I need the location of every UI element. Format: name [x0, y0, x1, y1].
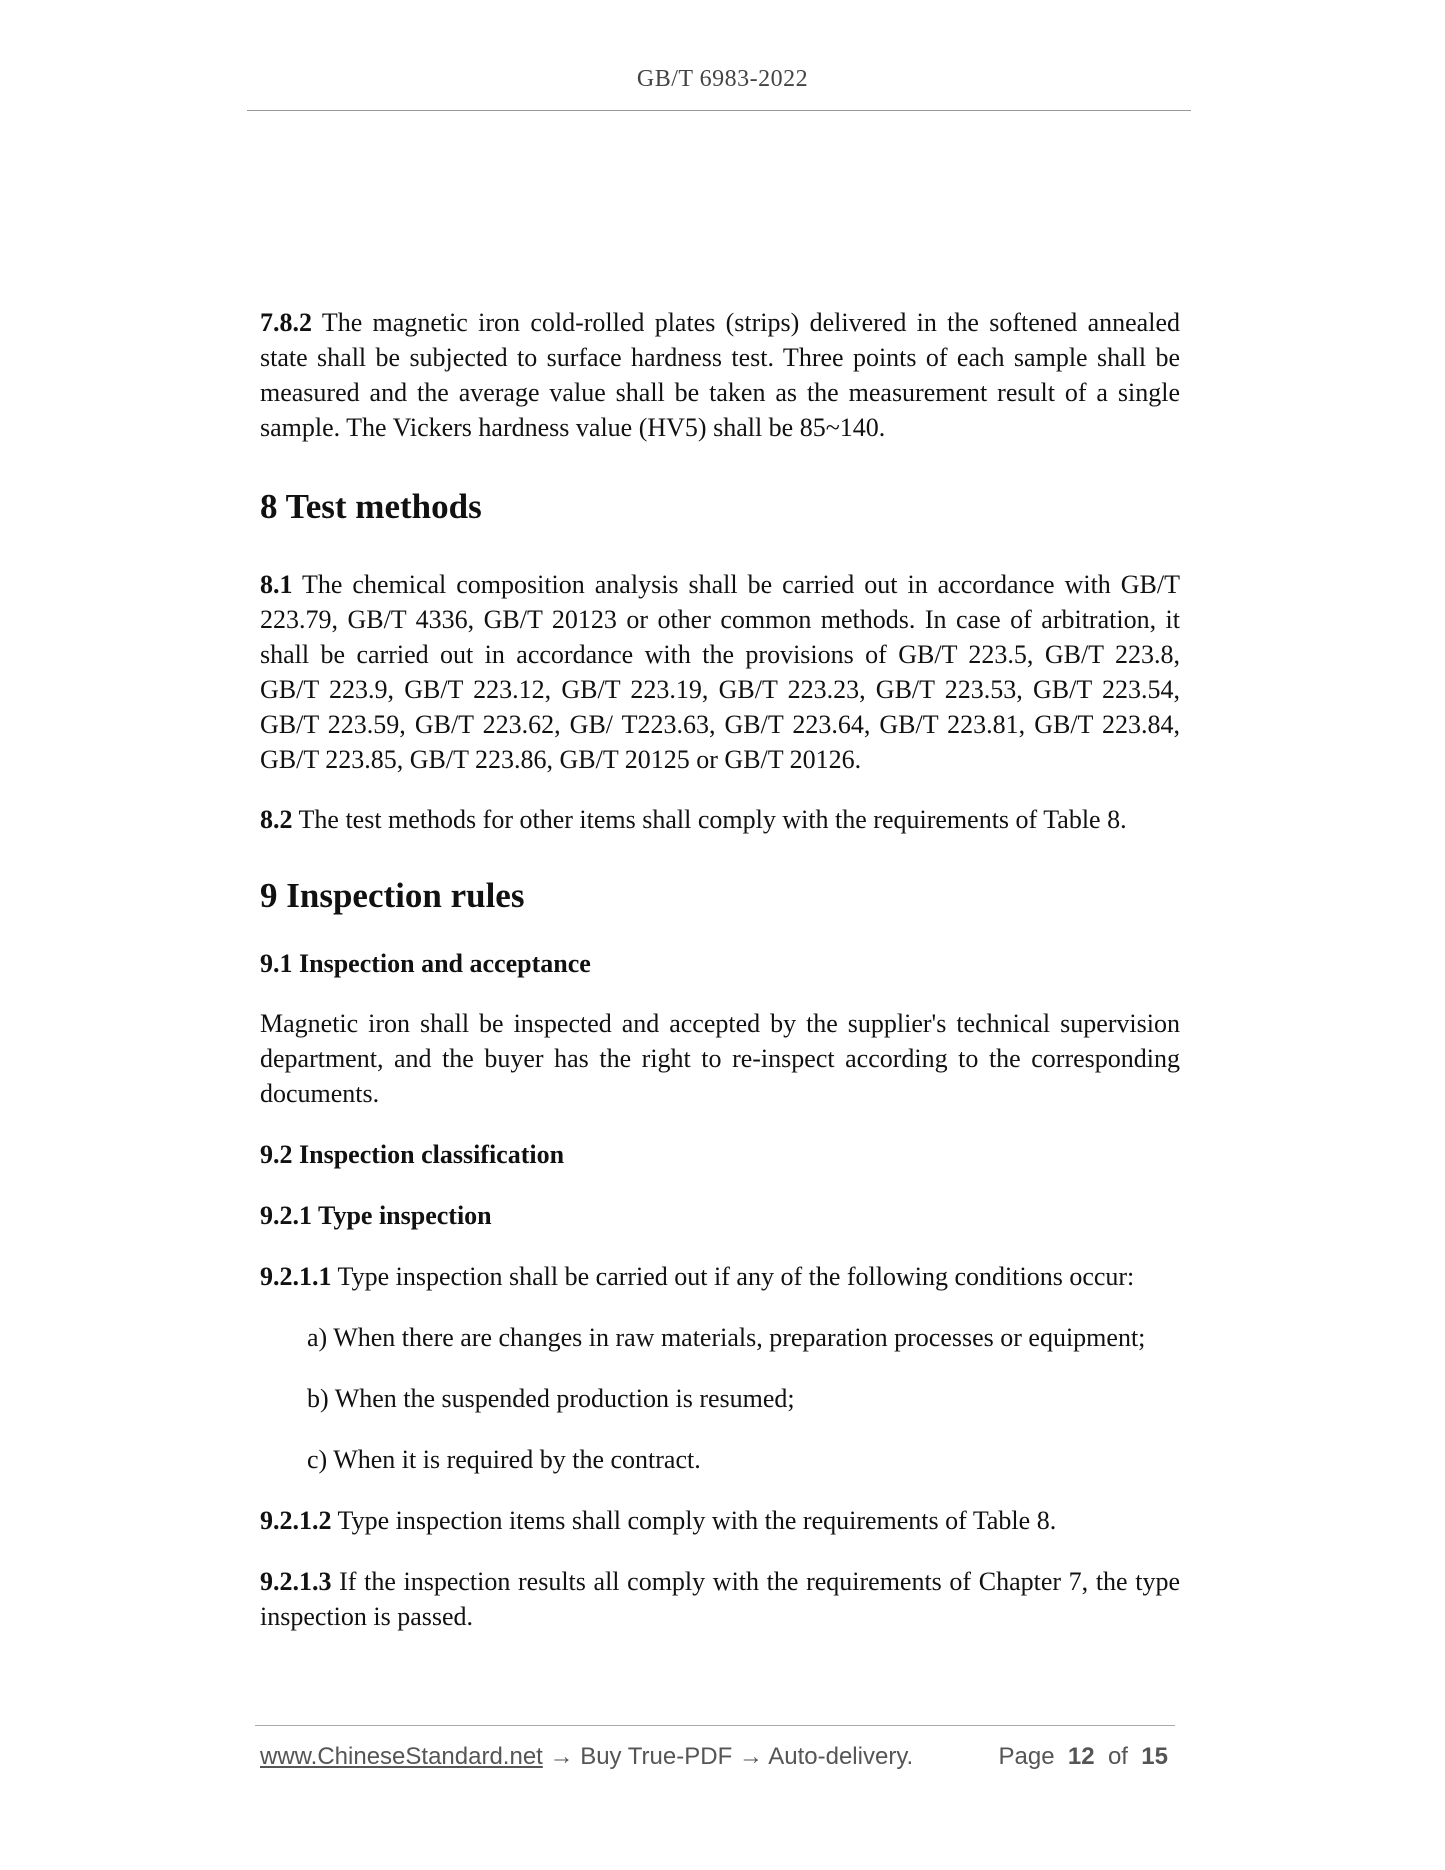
buy-true-pdf-text: Buy True-PDF: [580, 1743, 733, 1770]
document-body: [260, 305, 1180, 1634]
clause-number: 8.2: [260, 805, 293, 834]
clause-text: If the inspection results all comply with the requirements of Chapter 7, the type inspection is passed.: [260, 1567, 1180, 1631]
clause-text: The test methods for other items shall comply with the requirements of Table 8.: [292, 805, 1127, 834]
page-footer: [260, 1743, 1180, 1771]
page-label: Page: [998, 1743, 1055, 1770]
list-item-b: b) When the suspended production is resumed;: [307, 1384, 795, 1413]
chinesestandard-link[interactable]: www.ChineseStandard.net: [260, 1743, 543, 1770]
subsection-9-2-heading: 9.2 Inspection classification: [260, 1140, 565, 1169]
clause-9-2-1-3: [260, 1564, 1180, 1634]
arrow-right-icon: →: [732, 1743, 769, 1770]
arrow-right-icon: →: [542, 1743, 581, 1770]
clause-9-2-1-1: [260, 1259, 1180, 1294]
clause-number: 9.2.1.1: [260, 1262, 332, 1291]
clause-number: 9.2.1.3: [260, 1567, 332, 1596]
header-divider: [247, 110, 1191, 111]
clause-text: The magnetic iron cold-rolled plates (strips) delivered in the softened annealed state shall be subjected to surface hardness test. Three points of each sample shall be measured and the average value shall be taken as the measurement result of a single sample. The Vickers hardness value (HV5) shall be 85~140.: [260, 308, 1180, 442]
document-header-title: GB/T 6983-2022: [636, 66, 809, 92]
current-page-number: 12: [1067, 1743, 1095, 1770]
clause-text: The chemical composition analysis shall be carried out in accordance with GB/T 223.79, GB/T 4336, GB/T 20123 or other common methods. In case of arbitration, it shall be carried out in accordance with the provisions of GB/T 223.5, GB/T 223.8, GB/T 223.9, GB/T 223.12, GB/T 223.19, GB/T 223.23, GB/T 223.53, GB/T 223.54, GB/T 223.59, GB/T 223.62, GB/ T223.63, GB/T 223.64, GB/T 223.81, GB/T 223.84, GB/T 223.85, GB/T 223.86, GB/T 20125 or GB/T 20126.: [260, 570, 1180, 774]
clause-8-1: [260, 567, 1180, 777]
clause-number: 9.2.1.2: [260, 1506, 332, 1535]
clause-number: 7.8.2: [260, 308, 312, 337]
page-indicator: [998, 1743, 1168, 1771]
of-label: of: [1107, 1743, 1128, 1770]
footer-divider: [255, 1725, 1175, 1726]
clause-9-2-1-2: [260, 1503, 1180, 1538]
section-8-heading: 8 Test methods: [260, 487, 482, 526]
section-9-heading: 9 Inspection rules: [260, 876, 525, 915]
total-page-number: 15: [1141, 1743, 1168, 1770]
subsection-9-1-heading: 9.1 Inspection and acceptance: [260, 949, 591, 978]
clause-number: 8.1: [260, 570, 293, 599]
clause-text: Type inspection shall be carried out if any of the following conditions occur:: [331, 1262, 1135, 1291]
list-item-a: a) When there are changes in raw materials, preparation processes or equipment;: [307, 1323, 1146, 1352]
clause-8-2: [260, 802, 1180, 837]
clause-9-1-text: Magnetic iron shall be inspected and accepted by the supplier's technical supervision department, and the buyer has the right to re-inspect according to the corresponding documents.: [260, 1009, 1180, 1108]
clause-7-8-2: [260, 305, 1180, 445]
auto-delivery-text: Auto-delivery.: [768, 1743, 914, 1770]
clause-text: Type inspection items shall comply with the requirements of Table 8.: [331, 1506, 1057, 1535]
subsection-9-2-1-heading: 9.2.1 Type inspection: [260, 1201, 492, 1230]
list-item-c: c) When it is required by the contract.: [307, 1445, 701, 1474]
